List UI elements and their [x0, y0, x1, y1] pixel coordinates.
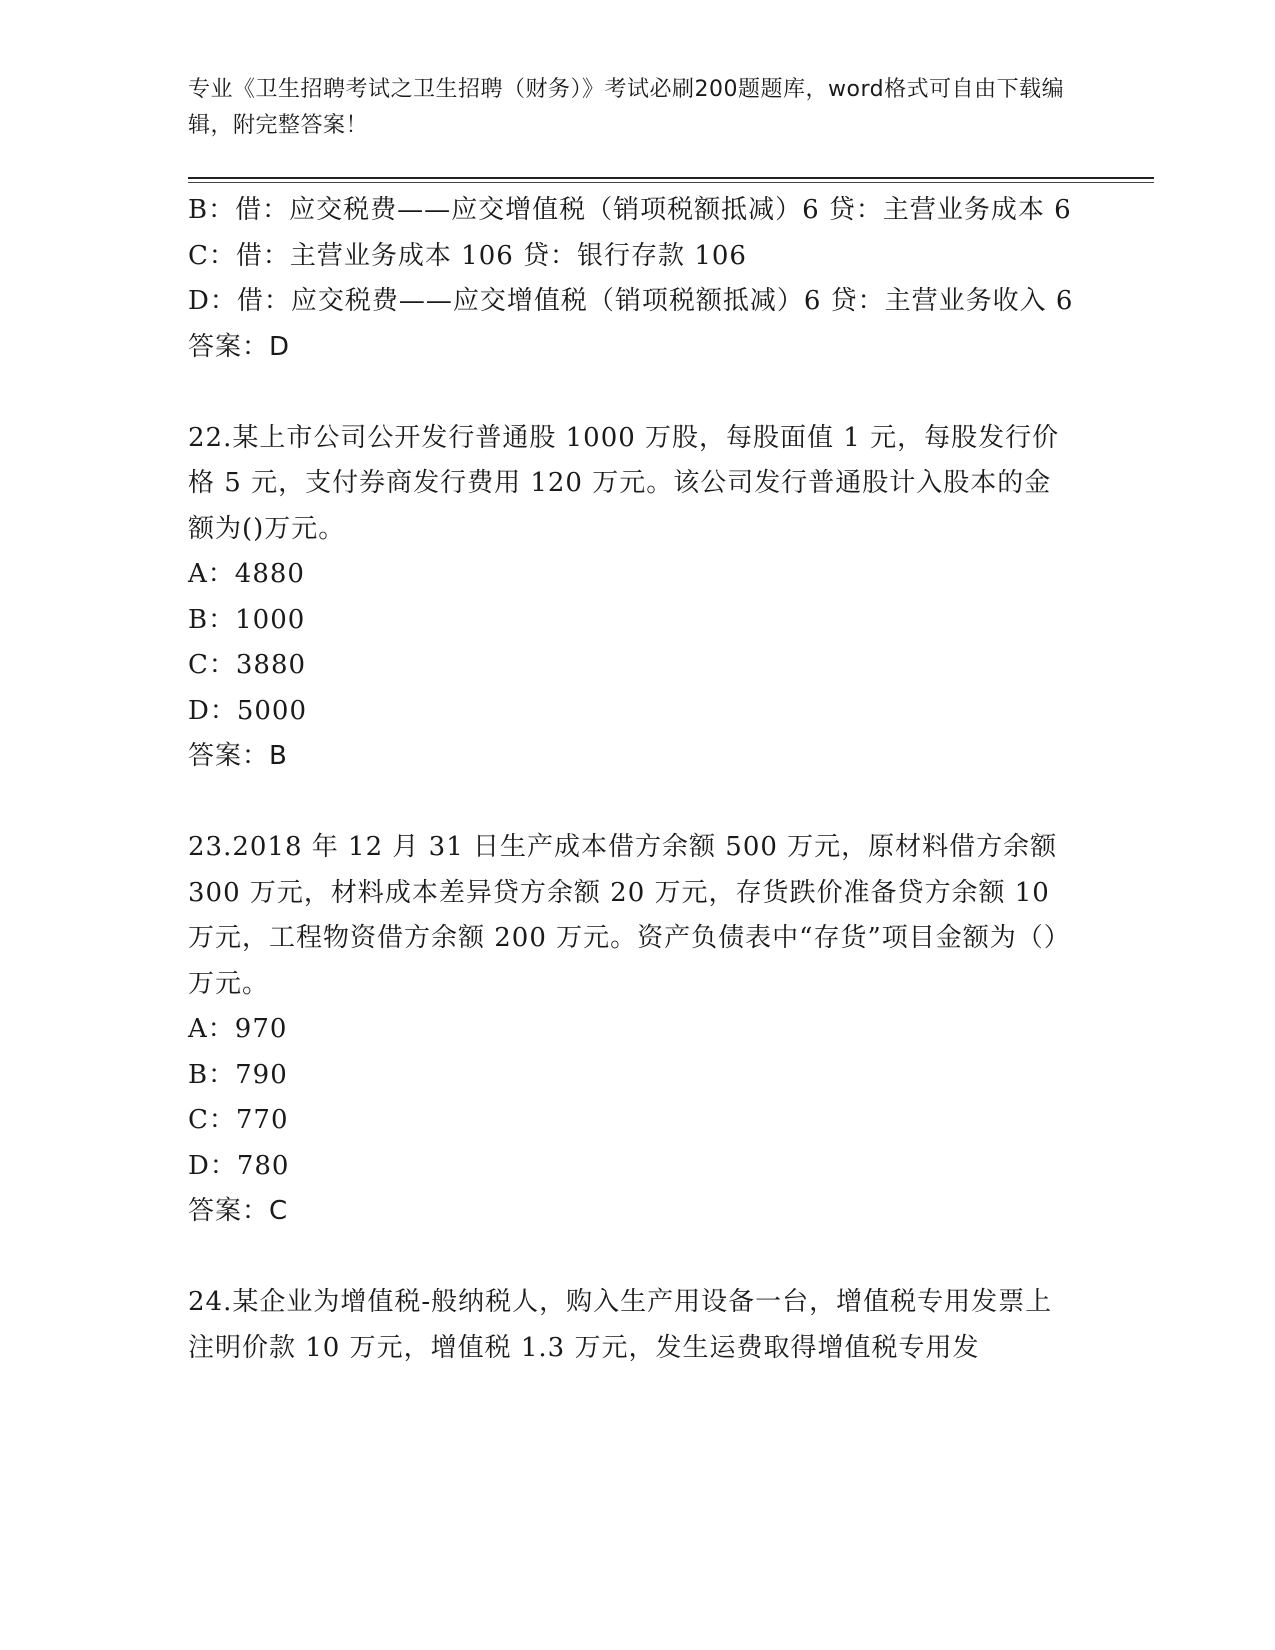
option-d: D：5000 [188, 695, 308, 726]
option-c: C：770 [188, 1105, 289, 1135]
answer: 答案：C [188, 1196, 289, 1226]
answer: 答案：D [188, 331, 291, 362]
answer: 答案：B [188, 741, 288, 771]
spacer [188, 780, 1074, 826]
header-divider [188, 177, 1154, 179]
option-d: D：借：应交税费——应交增值税（销项税额抵减）6 贷：主营业务收入 6 [188, 286, 1074, 316]
question-stem: 22.某上市公司公开发行普通股 1000 万股，每股面值 1 元，每股发行价格 5 元，支付券商发行费用 120 万元。该公司发行普通股计入股本的金额为()万元。 [188, 422, 1060, 544]
option-c: C：借：主营业务成本 106 贷：银行存款 106 [188, 240, 747, 271]
option-b: B：借：应交税费——应交增值税（销项税额抵减）6 贷：主营业务成本 6 [188, 195, 1072, 225]
option-c: C：3880 [188, 650, 307, 680]
spacer [188, 370, 1074, 416]
document-body [188, 188, 1074, 1371]
question-stem: 24.某企业为增值税-般纳税人，购入生产用设备一台，增值税专用发票上注明价款 10 万元，增值税 1.3 万元，发生运费取得增值税专用发 [188, 1287, 1053, 1363]
header-divider-thin [188, 182, 1154, 183]
question-stem: 23.2018 年 12 月 31 日生产成本借方余额 500 万元，原材料借方余额 300 万元，材料成本差异贷方余额 20 万元，存货跌价准备贷方余额 10 万元，工程物资借方余额 200 万元。资产负债表中“存货”项目金额为（）万元。 [188, 832, 1071, 999]
option-d: D：780 [188, 1150, 290, 1181]
question-24 [188, 1280, 1074, 1371]
option-a: A：970 [188, 1014, 288, 1044]
question-22 [188, 416, 1074, 780]
spacer [188, 1235, 1074, 1281]
option-b: B：790 [188, 1059, 288, 1090]
option-a: A：4880 [188, 559, 305, 589]
document-header: 专业《卫生招聘考试之卫生招聘（财务）》考试必刷200题题库，word格式可自由下载编辑，附完整答案！ [188, 77, 1065, 138]
question-23 [188, 825, 1074, 1235]
option-b: B：1000 [188, 604, 306, 635]
previous-question [188, 188, 1074, 370]
